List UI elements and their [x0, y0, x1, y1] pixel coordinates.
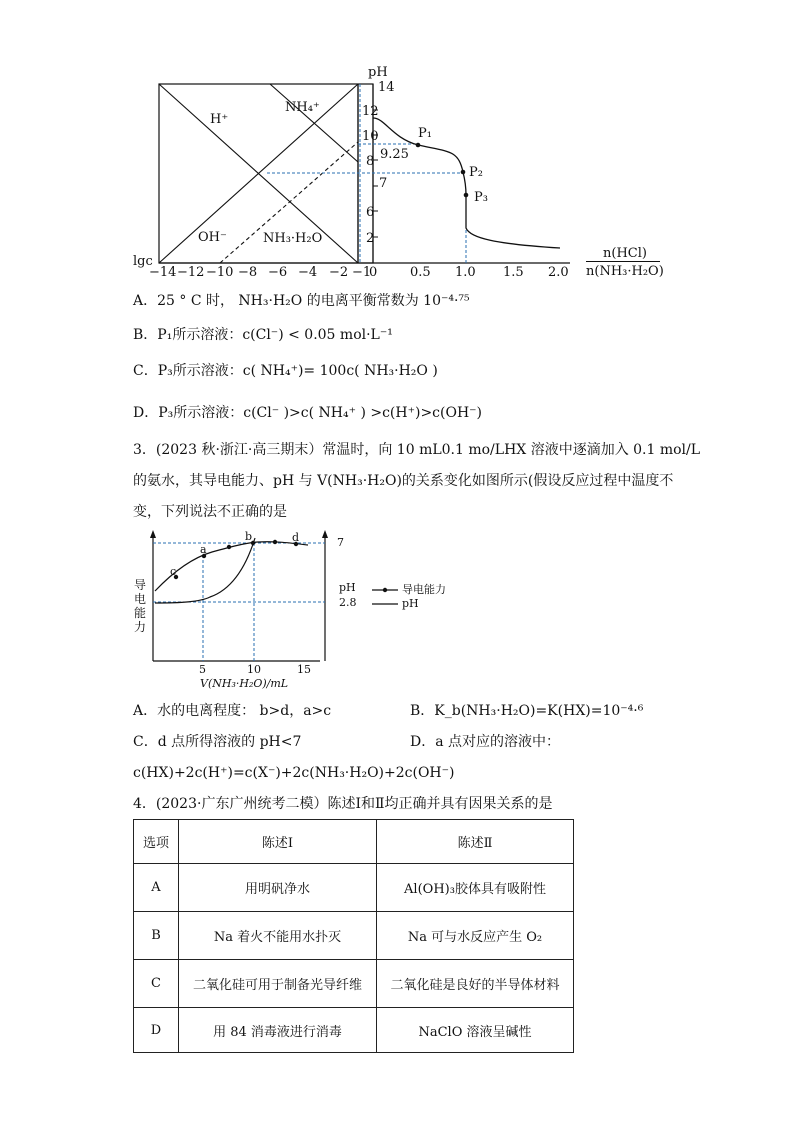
g2-right-ph: pH [339, 581, 356, 594]
ph-tick: 14 [378, 80, 395, 95]
g2-right-28: 2.8 [339, 596, 357, 609]
lgc-tick: −6 [268, 265, 288, 280]
table-cell: 二氧化硅可用于制备光导纤维 [179, 960, 377, 1008]
point-p1 [416, 143, 421, 148]
lgc-tick: −4 [298, 265, 318, 280]
ratio-label-num: n(HCl) [603, 246, 647, 261]
g2-point-e [273, 540, 277, 544]
g2-point-mid [227, 545, 231, 549]
lgc-tick: −14 [149, 265, 177, 280]
label-nh4: NH₄⁺ [285, 100, 320, 115]
q2-option-d: D．P₃所示溶液：c(Cl⁻ )>c( NH₄⁺ ) >c(H⁺)>c(OH⁻) [133, 405, 483, 421]
ratio-label-bar [586, 261, 660, 262]
q3-option-d: D．a 点对应的溶液中： [410, 734, 561, 750]
q2-option-b: B．P₁所示溶液：c(Cl⁻) < 0.05 mol·L⁻¹ [133, 327, 393, 343]
g2-label-b: b [245, 530, 253, 543]
g2-right-7: 7 [337, 536, 344, 549]
q3-option-c: C．d 点所得溶液的 pH<7 [133, 734, 302, 750]
table-cell: 二氧化硅是良好的半导体材料 [377, 960, 574, 1008]
table-cell: C [134, 960, 179, 1008]
ph-axis-label: pH [368, 65, 388, 80]
label-p2: P₂ [469, 165, 483, 180]
ph-tick: 2 [366, 231, 375, 246]
q3-stem-line2: 的氨水，其导电能力、pH 与 V(NH₃·H₂O)的关系变化如图所示(假设反应过程中温度不 [133, 473, 674, 489]
lgc-tick: −2 [329, 265, 349, 280]
q3-option-a: A．水的电离程度： b>d，a>c [133, 703, 332, 719]
label-p3: P₃ [474, 190, 488, 205]
table-cell: 用 84 消毒液进行消毒 [179, 1008, 377, 1053]
lgc-tick: −1 [352, 265, 372, 280]
table-cell: NaClO 溶液呈碱性 [377, 1008, 574, 1053]
lgc-axis-label: lgc [133, 254, 153, 269]
table-cell: Al(OH)₃胶体具有吸附性 [377, 864, 574, 912]
g2-x-tick: 5 [199, 663, 206, 676]
q4-table [133, 819, 574, 1053]
g2-label-a: a [200, 543, 207, 556]
table-cell: D [134, 1008, 179, 1053]
ratio-label-den: n(NH₃·H₂O) [586, 264, 664, 279]
conductivity-curve [155, 542, 308, 591]
q3-stem-line1: 3．(2023 秋·浙江·高三期末）常温时，向 10 mL0.1 mo/LHX 溶液中逐滴加入 0.1 mol/L [133, 442, 701, 458]
table-header-row [134, 820, 574, 864]
q2-option-c: C．P₃所示溶液：c( NH₄⁺)= 100c( NH₃·H₂O ) [133, 363, 438, 379]
g2-legend-cond: 导电能力 [402, 583, 446, 596]
table-row [134, 1008, 574, 1053]
table-cell: A [134, 864, 179, 912]
table-header: 陈述Ⅰ [179, 820, 377, 864]
g2-label-d: d [292, 531, 300, 544]
table-row [134, 960, 574, 1008]
q2-option-a: A．25 ° C 时， NH₃·H₂O 的电离平衡常数为 10⁻⁴·⁷⁵ [133, 293, 470, 309]
g2-label-c: c [170, 565, 177, 578]
label-h: H⁺ [210, 112, 229, 127]
lgc-tick: −10 [206, 265, 234, 280]
titration-curve [373, 118, 560, 248]
q3-option-d-cont: c(HX)+2c(H⁺)=c(X⁻)+2c(NH₃·H₂O)+2c(OH⁻) [133, 765, 455, 781]
lgc-tick: 0 [369, 265, 378, 280]
ratio-tick: 1.0 [455, 265, 476, 280]
ratio-tick: 0.5 [410, 265, 431, 280]
ph-tick-7: 7 [379, 176, 388, 191]
table-cell: 用明矾净水 [179, 864, 377, 912]
point-p3 [464, 193, 469, 198]
conductivity-graph [0, 525, 794, 695]
lgc-tick: −12 [177, 265, 205, 280]
table-cell: Na 着火不能用水扑灭 [179, 912, 377, 960]
q4-stem: 4．(2023·广东广州统考二模）陈述Ⅰ和Ⅱ均正确并具有因果关系的是 [133, 796, 553, 812]
ph-tick: 6 [366, 205, 375, 220]
titration-graph [0, 0, 794, 290]
ph-tick: 12 [362, 104, 379, 119]
label-oh: OH⁻ [198, 230, 227, 245]
ph-tick-925: 9.25 [380, 147, 409, 162]
q3-stem-line3: 变，下列说法不正确的是 [133, 504, 287, 520]
point-p2 [461, 170, 466, 175]
ph-tick: 10 [362, 129, 379, 144]
lgc-tick: −8 [238, 265, 258, 280]
table-row [134, 864, 574, 912]
g2-legend-ph: pH [402, 597, 419, 610]
q3-option-b: B．K_b(NH₃·H₂O)=K(HX)=10⁻⁴·⁶ [410, 703, 644, 719]
label-nh3: NH₃·H₂O [263, 231, 323, 246]
label-p1: P₁ [418, 126, 432, 141]
ratio-tick: 1.5 [503, 265, 524, 280]
table-cell: Na 可与水反应产生 O₂ [377, 912, 574, 960]
table-row [134, 912, 574, 960]
g2-x-tick: 15 [297, 663, 311, 676]
ratio-tick: 2.0 [548, 265, 569, 280]
g2-x-label: V(NH₃·H₂O)/mL [200, 677, 289, 690]
table-header: 选项 [134, 820, 179, 864]
table-header: 陈述Ⅱ [377, 820, 574, 864]
ph-tick: 8 [366, 154, 375, 169]
table-cell: B [134, 912, 179, 960]
g2-x-tick: 10 [247, 663, 261, 676]
g2-left-label: 导 电 能 力 [134, 578, 147, 634]
